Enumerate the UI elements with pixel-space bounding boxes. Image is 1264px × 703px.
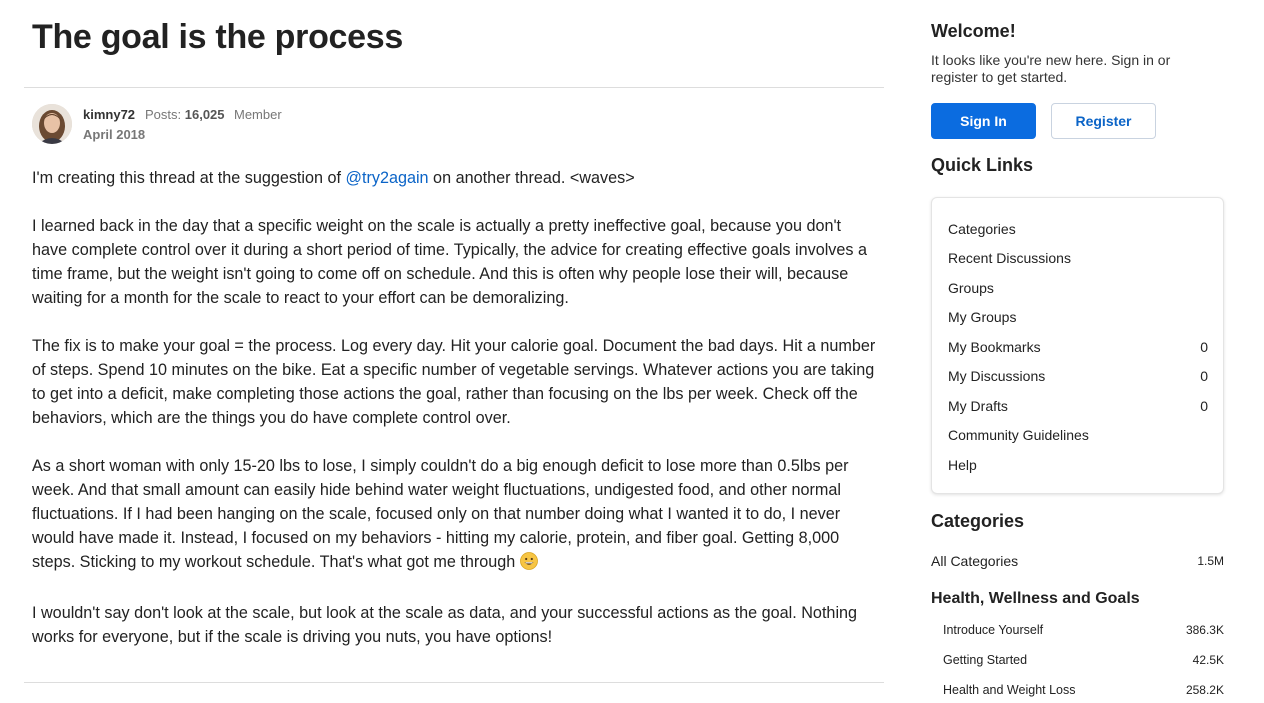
category-count: 386.3K <box>1185 623 1224 637</box>
quick-link-label: Groups <box>948 279 994 296</box>
quick-link-label: Help <box>948 456 977 473</box>
quick-link-my-drafts[interactable] <box>948 391 1208 421</box>
quick-link-label: My Drafts <box>948 397 1008 414</box>
quick-link-count: 0 <box>1200 397 1208 414</box>
category-label: Getting Started <box>943 653 1028 667</box>
categories-title: Categories <box>931 511 1025 531</box>
welcome-text: It looks like you're new here. Sign in or register to get started. <box>931 52 1171 85</box>
quick-link-label: Categories <box>948 220 1016 237</box>
category-count: 258.2K <box>1185 683 1224 697</box>
category-label: All Categories <box>931 553 1019 569</box>
category-all-categories[interactable] <box>931 553 1224 569</box>
divider <box>24 87 884 88</box>
category-count: 42.5K <box>1192 653 1224 667</box>
post-count-value: 16,025 <box>184 107 225 122</box>
welcome-title: Welcome! <box>931 21 1016 41</box>
quick-links-title: Quick Links <box>931 155 1034 175</box>
category-label: Introduce Yourself <box>943 623 1044 637</box>
quick-link-label: My Bookmarks <box>948 338 1041 355</box>
quick-link-label: My Groups <box>948 309 1017 326</box>
quick-link-recent-discussions[interactable] <box>948 244 1208 274</box>
quick-link-label: Recent Discussions <box>948 250 1071 267</box>
quick-link-count: 0 <box>1200 338 1208 355</box>
divider <box>24 682 884 683</box>
category-getting-started[interactable] <box>943 653 1224 667</box>
paragraph-text: As a short woman with only 15-20 lbs to lose, I simply couldn't do a big enough deficit to lose more than 0.5lbs per week. And that small amount can easily hide behind water weight fluctuations, undigested food, and other normal fluctuations. If I had been hanging on the scale, focused only on that number doing what I wanted it to do, I never would have made it. Instead, I focused on my behaviors - hitting my calorie, protein, and fiber goal. Getting 8,000 steps. Sticking to my workout schedule. That's what got me through <box>32 457 849 571</box>
quick-link-label: Community Guidelines <box>948 427 1089 444</box>
post-count <box>145 107 225 122</box>
quick-links-list <box>948 214 1208 480</box>
category-group-title[interactable]: Health, Wellness and Goals <box>931 590 1140 607</box>
quick-link-my-groups[interactable] <box>948 303 1208 333</box>
post-paragraph <box>32 454 878 577</box>
author-role: Member <box>234 107 282 122</box>
quick-link-count: 0 <box>1200 368 1208 385</box>
quick-link-my-bookmarks[interactable] <box>948 332 1208 362</box>
paragraph-text: on another thread. <waves> <box>428 169 635 187</box>
quick-link-help[interactable] <box>948 450 1208 480</box>
quick-link-categories[interactable] <box>948 214 1208 244</box>
author-name-link[interactable]: kimny72 <box>83 107 136 122</box>
grinning-face-icon <box>520 552 538 577</box>
quick-link-label: My Discussions <box>948 368 1046 385</box>
post-paragraph: I learned back in the day that a specific weight on the scale is actually a pretty ineffective goal, because you don't have complete control over it during a short period of time. Typically, the advice for creating effective goals involves a time frame, but the weight isn't going to come off on schedule. And this is often why people lose their will, because waiting for a month for the scale to react to your effort can be demoralizing. <box>32 217 867 307</box>
register-button[interactable]: Register <box>1051 103 1156 139</box>
category-introduce-yourself[interactable] <box>943 623 1224 637</box>
post-paragraph: I wouldn't say don't look at the scale, but look at the scale as data, and your successful actions as the goal. Nothing works for everyone, but if the scale is driving you nuts, you have options! <box>32 604 858 646</box>
post-count-label: Posts: <box>145 107 182 122</box>
paragraph-text: I'm creating this thread at the suggestion of <box>32 169 346 187</box>
category-count: 1.5M <box>1197 554 1224 568</box>
quick-link-community-guidelines[interactable] <box>948 421 1208 451</box>
user-mention-link[interactable]: @try2again <box>345 169 429 187</box>
sign-in-button[interactable]: Sign In <box>931 103 1036 139</box>
quick-links-panel <box>931 197 1224 494</box>
avatar[interactable] <box>32 104 72 144</box>
category-label: Health and Weight Loss <box>943 683 1076 697</box>
quick-link-groups[interactable] <box>948 273 1208 303</box>
quick-link-my-discussions[interactable] <box>948 362 1208 392</box>
post-paragraph: The fix is to make your goal = the process. Log every day. Hit your calorie goal. Document the bad days. Hit a number of steps. Spend 10 minutes on the bike. Eat a specific number of vegetable servings. Whatever actions you are taking to get into a deficit, make completing those actions the goal, rather than focusing on the lbs per week. Check off the behaviors, which are the things you do have complete control over. <box>32 337 876 427</box>
category-health-and-weight-loss[interactable] <box>943 683 1224 697</box>
post-paragraph <box>32 166 878 190</box>
post-body <box>32 166 878 673</box>
page-title: The goal is the process <box>32 18 403 56</box>
post-date-link[interactable]: April 2018 <box>83 127 146 142</box>
